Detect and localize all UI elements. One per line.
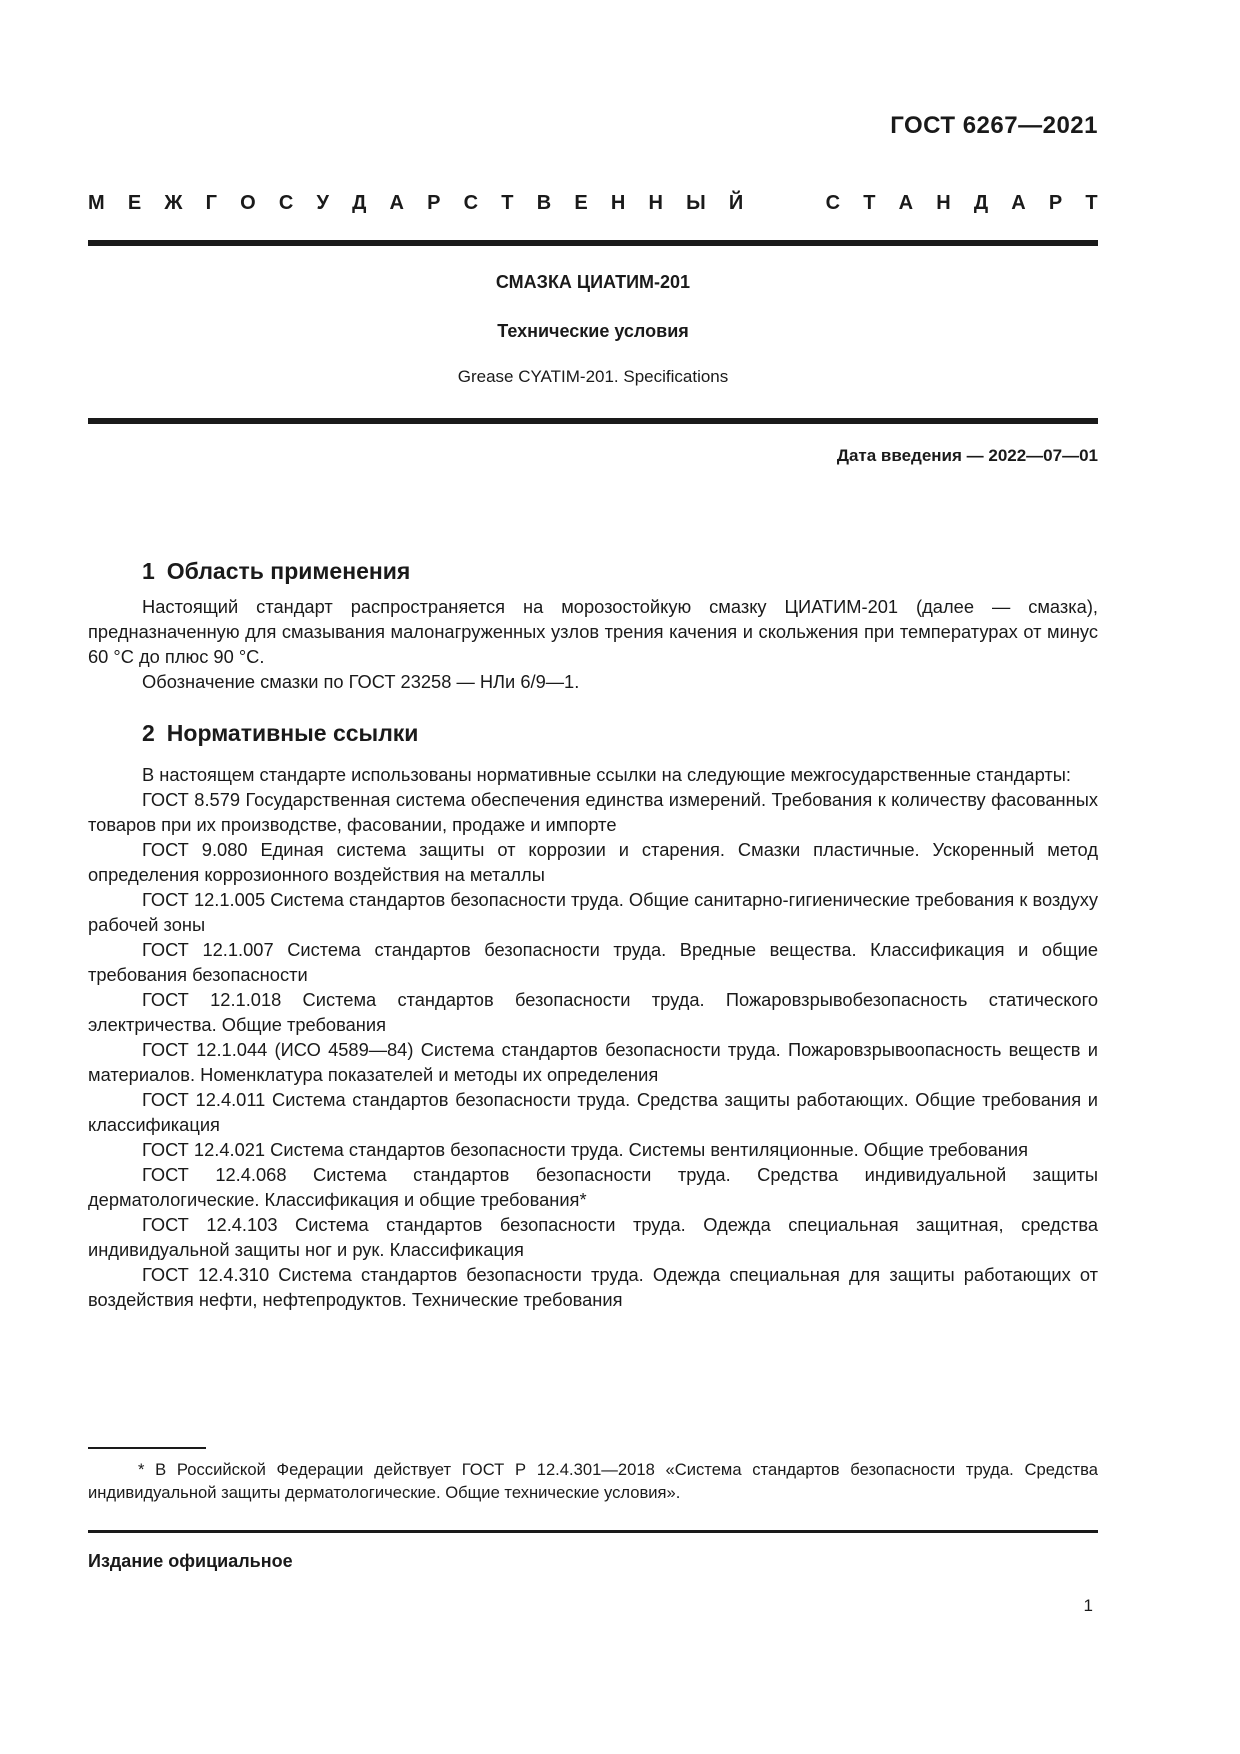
- reference-item: ГОСТ 12.1.007 Система стандартов безопасности труда. Вредные вещества. Классификация и общие требования безопасности: [88, 939, 1098, 985]
- standard-type-letter: Е: [127, 192, 142, 214]
- reference-item: ГОСТ 12.1.005 Система стандартов безопасности труда. Общие санитарно-гигиенические требования к воздуху рабочей зоны: [88, 889, 1098, 935]
- standard-type-letter: Й: [728, 192, 744, 214]
- reference-item: ГОСТ 12.1.018 Система стандартов безопасности труда. Пожаровзрывобезопасность статического электричества. Общие требования: [88, 989, 1098, 1035]
- standard-type-heading: [88, 192, 1098, 215]
- standard-type-letter: А: [389, 192, 404, 214]
- reference-item: ГОСТ 12.4.310 Система стандартов безопасности труда. Одежда специальная для защиты работающих от воздействия нефти, нефтепродуктов. Технические требования: [88, 1264, 1098, 1310]
- section-heading: [142, 556, 1098, 586]
- footnote: * В Российской Федерации действует ГОСТ Р 12.4.301—2018 «Система стандартов безопасности труда. Средства индивидуальной защиты дерматологические. Общие технические условия».: [88, 1460, 1098, 1502]
- standard-type-letter: Т: [1085, 192, 1098, 214]
- standard-type-letter: Ы: [686, 192, 706, 214]
- document-title: СМАЗКА ЦИАТИМ-201: [495, 272, 691, 292]
- standard-type-letter: Н: [610, 192, 626, 214]
- footnote-divider: [88, 1447, 206, 1449]
- section-title: Нормативные ссылки: [166, 720, 419, 746]
- paragraph: Настоящий стандарт распространяется на морозостойкую смазку ЦИАТИМ-201 (далее — смазка), предназначенную для смазывания малонагруженных узлов трения качения и скольжения при температурах от минус 60 °С до плюс 90 °С.: [88, 596, 1098, 667]
- standard-type-letter: Р: [427, 192, 441, 214]
- standard-type-letter: С: [278, 192, 294, 214]
- standard-type-letter: О: [240, 192, 256, 214]
- standard-type-letter: А: [898, 192, 914, 214]
- standard-type-letter: Е: [574, 192, 588, 214]
- reference-item: ГОСТ 8.579 Государственная система обеспечения единства измерений. Требования к количеству фасованных товаров при их производстве, фасовании, продаже и импорте: [88, 789, 1098, 835]
- standard-type-letter: Т: [501, 192, 514, 214]
- document-title-english: Grease CYATIM-201. Specifications: [457, 367, 729, 386]
- section-number: 2: [142, 720, 155, 746]
- reference-item: ГОСТ 12.4.068 Система стандартов безопасности труда. Средства индивидуальной защиты дерматологические. Классификация и общие требования*: [88, 1164, 1098, 1210]
- reference-item: ГОСТ 12.1.044 (ИСО 4589—84) Система стандартов безопасности труда. Пожаровзрывоопасность веществ и материалов. Номенклатура показателей и методы их определения: [88, 1039, 1098, 1085]
- section-title: Область применения: [166, 558, 411, 584]
- standard-type-letter: Д: [973, 192, 989, 214]
- title-divider: [88, 418, 1098, 424]
- section-heading: [142, 718, 1098, 748]
- standard-type-letter: В: [536, 192, 552, 214]
- standard-type-letter: Н: [648, 192, 663, 214]
- header-divider: [88, 240, 1098, 246]
- standard-type-letter: М: [88, 192, 105, 214]
- paragraph: В настоящем стандарте использованы нормативные ссылки на следующие межгосударственные стандарты:: [142, 764, 1071, 785]
- word-gap: [766, 192, 802, 215]
- document-number: ГОСТ 6267—2021: [890, 112, 1098, 139]
- reference-item: ГОСТ 12.4.103 Система стандартов безопасности труда. Одежда специальная защитная, средства индивидуальной защиты ног и рук. Классификация: [88, 1214, 1098, 1260]
- standard-type-letter: Р: [1048, 192, 1063, 214]
- edition-label: Издание официальное: [88, 1551, 293, 1571]
- standard-type-letter: Г: [205, 192, 217, 214]
- paragraph: Обозначение смазки по ГОСТ 23258 — НЛи 6/9—1.: [142, 671, 580, 692]
- standard-type-letter: С: [825, 192, 841, 214]
- footer-divider: [88, 1530, 1098, 1533]
- reference-item: ГОСТ 9.080 Единая система защиты от коррозии и старения. Смазки пластичные. Ускоренный метод определения коррозионного воздействия на металлы: [88, 839, 1098, 885]
- standard-type-letter: Ж: [164, 192, 183, 214]
- standard-type-letter: Д: [352, 192, 367, 214]
- standard-type-letter: А: [1011, 192, 1026, 214]
- standard-type-letter: У: [316, 192, 329, 214]
- reference-item: ГОСТ 12.4.011 Система стандартов безопасности труда. Средства защиты работающих. Общие требования и классификация: [88, 1089, 1098, 1135]
- standard-type-letter: Т: [863, 192, 876, 214]
- document-body: [88, 556, 1098, 1312]
- standard-type-letter: Н: [936, 192, 951, 214]
- section-number: 1: [142, 558, 155, 584]
- reference-item: ГОСТ 12.4.021 Система стандартов безопасности труда. Системы вентиляционные. Общие требования: [142, 1139, 1028, 1160]
- document-subtitle: Технические условия: [497, 321, 689, 341]
- introduction-date: Дата введения — 2022—07—01: [836, 446, 1098, 465]
- standard-type-letter: С: [463, 192, 479, 214]
- page-number: 1: [1083, 1596, 1093, 1615]
